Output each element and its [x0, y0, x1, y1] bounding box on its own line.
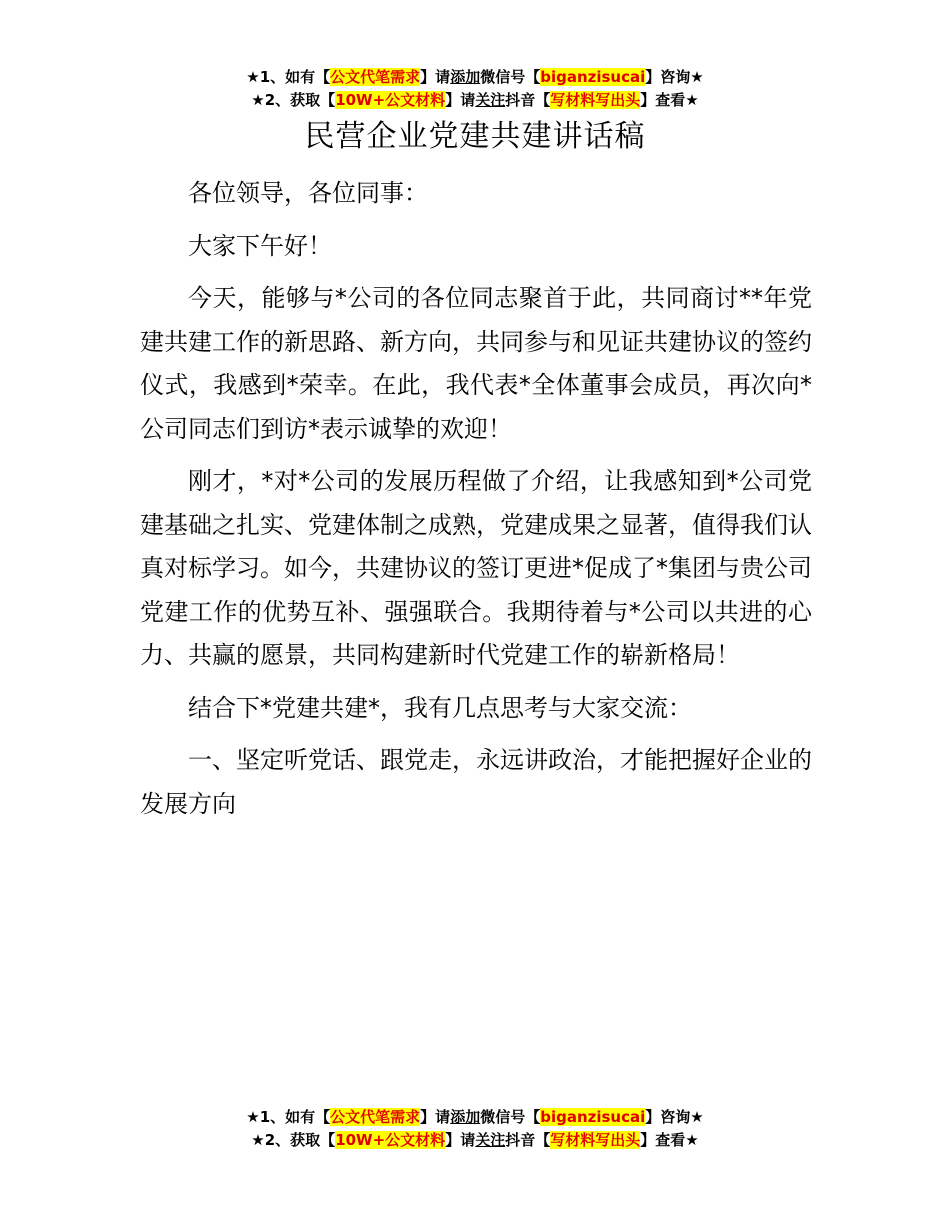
- greeting-paragraph: 大家下午好！: [188, 231, 332, 260]
- body-paragraph: 今天，能够与*公司的各位同志聚首于此，共同商讨**年党建共建工作的新思路、新方向，共同参与和见证共建协议的签约仪式，我感到*荣幸。在此，我代表*全体董事会成员，再次向*公司同志们到访*表示诚挚的欢迎！: [140, 284, 812, 443]
- promo-text: 抖音【: [505, 1131, 551, 1149]
- header-promo-banner: [0, 66, 950, 112]
- header-promo-line-2: [0, 89, 950, 112]
- promo-underlined-text: 关注: [475, 1131, 506, 1149]
- promo-text: 】请: [420, 1108, 451, 1126]
- promo-highlight: 公文代笔需求: [330, 1108, 421, 1126]
- promo-text: 微信号【: [480, 68, 541, 86]
- promo-text: 】请: [445, 91, 476, 109]
- footer-promo-banner: [0, 1106, 950, 1152]
- promo-highlight: 10W+公文材料: [335, 1131, 446, 1149]
- promo-text: 】咨询★: [645, 68, 704, 86]
- footer-promo-line-1: [0, 1106, 950, 1129]
- promo-wechat-id: biganzisucai: [540, 1108, 646, 1126]
- promo-underlined-text: 添加: [450, 1108, 481, 1126]
- promo-text: 】查看★: [640, 91, 699, 109]
- document-title: 民营企业党建共建讲话稿: [304, 119, 646, 154]
- promo-wechat-id: biganzisucai: [540, 68, 646, 86]
- promo-text: 】请: [445, 1131, 476, 1149]
- promo-underlined-text: 关注: [475, 91, 506, 109]
- promo-text: ★1、如有【: [246, 68, 331, 86]
- section-heading: 一、坚定听党话、跟党走，永远讲政治，才能把握好企业的发展方向: [140, 746, 812, 818]
- promo-text: 】请: [420, 68, 451, 86]
- footer-promo-line-2: [0, 1129, 950, 1152]
- promo-text: ★2、获取【: [251, 1131, 336, 1149]
- promo-highlight: 公文代笔需求: [330, 68, 421, 86]
- salutation-paragraph: 各位领导，各位同事：: [188, 179, 428, 207]
- promo-text: 】查看★: [640, 1131, 699, 1149]
- promo-underlined-text: 添加: [450, 68, 481, 86]
- document-body: [140, 172, 812, 835]
- promo-douyin-id: 写材料写出头: [550, 1131, 641, 1149]
- promo-text: ★1、如有【: [246, 1108, 331, 1126]
- promo-douyin-id: 写材料写出头: [550, 91, 641, 109]
- promo-text: 抖音【: [505, 91, 551, 109]
- promo-text: ★2、获取【: [251, 91, 336, 109]
- body-paragraph: 结合下*党建共建*，我有几点思考与大家交流：: [188, 693, 692, 722]
- promo-highlight: 10W+公文材料: [335, 91, 446, 109]
- header-promo-line-1: [0, 66, 950, 89]
- body-paragraph: 刚才，*对*公司的发展历程做了介绍，让我感知到*公司党建基础之扎实、党建体制之成熟，党建成果之显著，值得我们认真对标学习。如今，共建协议的签订更进*促成了*集团与贵公司党建工作的优势互补、强强联合。我期待着与*公司以共进的心力、共赢的愿景，共同构建新时代党建工作的崭新格局！: [140, 467, 812, 669]
- promo-text: 】咨询★: [645, 1108, 704, 1126]
- promo-text: 微信号【: [480, 1108, 541, 1126]
